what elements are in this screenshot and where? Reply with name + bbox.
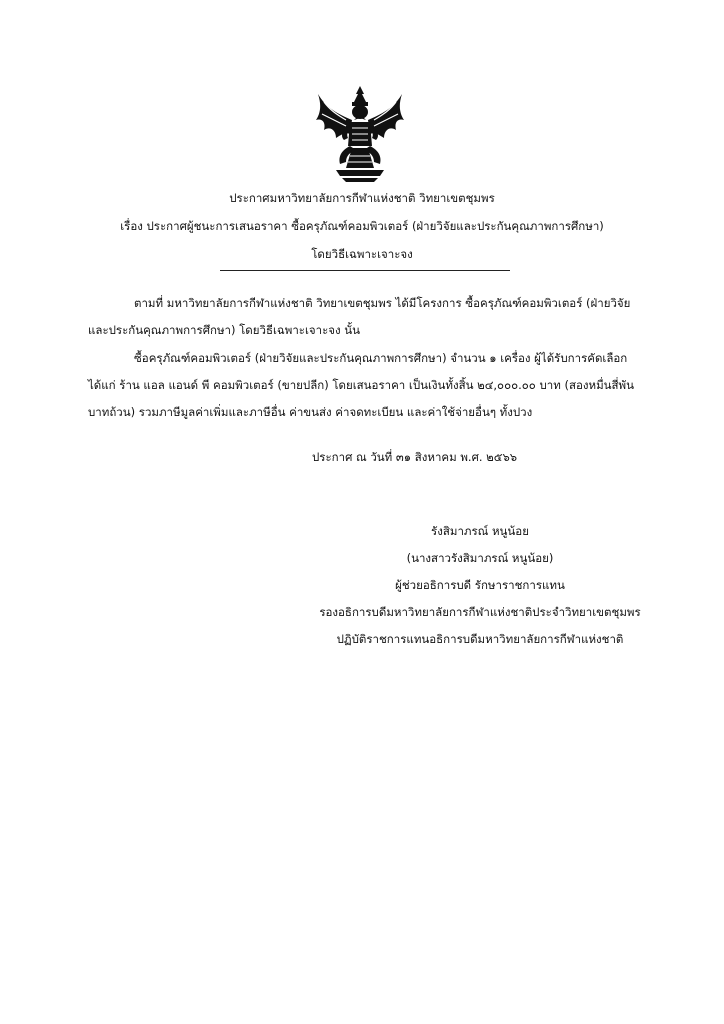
garuda-emblem-icon xyxy=(312,84,408,184)
body-paragraph-2-line-2: ได้แก่ ร้าน แอล แอนด์ พี คอมพิวเตอร์ (ขายปลีก) โดยเสนอราคา เป็นเงินทั้งสิ้น ๒๔,๐๐๐.๐๐ บาท (สองหมื่นสี่พัน xyxy=(88,378,634,392)
signature-position-3: ปฏิบัติราชการแทนอธิการบดีมหาวิทยาลัยการกีฬาแห่งชาติ xyxy=(336,632,624,646)
announcement-date: ประกาศ ณ วันที่ ๓๑ สิงหาคม พ.ศ. ๒๕๖๖ xyxy=(312,450,518,464)
announcement-subject: เรื่อง ประกาศผู้ชนะการเสนอราคา ซื้อครุภัณฑ์คอมพิวเตอร์ (ฝ่ายวิจัยและประกันคุณภาพการศึกษา) xyxy=(120,219,604,233)
signature-position-1: ผู้ช่วยอธิการบดี รักษาราชการแทน xyxy=(395,578,565,592)
body-paragraph-1-line-2: และประกันคุณภาพการศึกษา) โดยวิธีเฉพาะเจาะจง นั้น xyxy=(88,323,361,337)
body-paragraph-2-line-1: ซื้อครุภัณฑ์คอมพิวเตอร์ (ฝ่ายวิจัยและประกันคุณภาพการศึกษา) จำนวน ๑ เครื่อง ผู้ได้รับการคัดเลือก xyxy=(134,351,628,365)
header-divider xyxy=(220,270,510,271)
signature-full-name: (นางสาวรังสิมาภรณ์ หนูน้อย) xyxy=(406,551,554,565)
body-paragraph-1-line-1: ตามที่ มหาวิทยาลัยการกีฬาแห่งชาติ วิทยาเขตชุมพร ได้มีโครงการ ซื้อครุภัณฑ์คอมพิวเตอร์ (ฝ่ายวิจัย xyxy=(134,296,631,310)
procurement-method: โดยวิธีเฉพาะเจาะจง xyxy=(311,247,413,261)
signature-name: รังสิมาภรณ์ หนูน้อย xyxy=(431,524,529,538)
announcement-title: ประกาศมหาวิทยาลัยการกีฬาแห่งชาติ วิทยาเขตชุมพร xyxy=(229,191,495,205)
signature-position-2: รองอธิการบดีมหาวิทยาลัยการกีฬาแห่งชาติประจำวิทยาเขตชุมพร xyxy=(319,605,641,619)
body-paragraph-2-line-3: บาทถ้วน) รวมภาษีมูลค่าเพิ่มและภาษีอื่น ค่าขนส่ง ค่าจดทะเบียน และค่าใช้จ่ายอื่นๆ ทั้งปวง xyxy=(88,405,533,419)
